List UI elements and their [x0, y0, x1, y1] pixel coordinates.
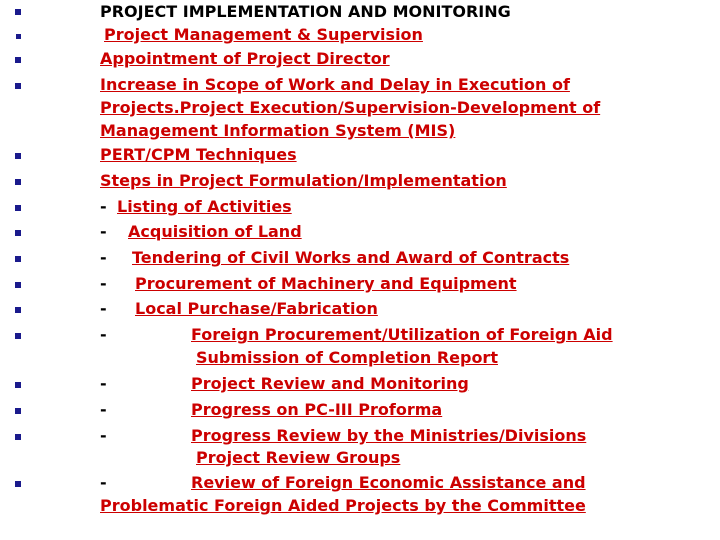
dash: -	[100, 248, 107, 267]
square-bullet-icon	[16, 34, 21, 39]
list-item-text	[100, 73, 600, 142]
list-item-text: Project Management & Supervision	[104, 25, 423, 44]
list-item-text: Local Purchase/Fabrication	[135, 299, 378, 318]
square-bullet-icon	[15, 256, 21, 262]
square-bullet-icon	[15, 408, 21, 414]
dash: -	[100, 426, 107, 445]
dash: -	[100, 274, 107, 293]
square-bullet-icon	[15, 230, 21, 236]
list-item-text: Progress Review by the Ministries/Divisions	[191, 426, 587, 445]
dash: -	[100, 325, 107, 344]
square-bullet-icon	[15, 333, 21, 339]
square-bullet-icon	[15, 153, 21, 159]
list-item-text: Steps in Project Formulation/Implementation	[100, 171, 507, 190]
list-item-text: Acquisition of Land	[128, 222, 302, 241]
list-item-text: Foreign Procurement/Utilization of Foreign Aid	[191, 325, 613, 344]
square-bullet-icon	[15, 9, 21, 15]
square-bullet-icon	[15, 205, 21, 211]
square-bullet-icon	[15, 481, 21, 487]
line: Projects.Project Execution/Supervision-Development of	[100, 98, 601, 117]
list-item-text: Tendering of Civil Works and Award of Contracts	[132, 248, 570, 267]
list-item-text: Problematic Foreign Aided Projects by the Committee	[100, 496, 586, 515]
square-bullet-icon	[15, 382, 21, 388]
square-bullet-icon	[15, 57, 21, 63]
list-item-text: PERT/CPM Techniques	[100, 145, 297, 164]
list-item-text: Project Review Groups	[196, 448, 401, 467]
dash: -	[100, 400, 107, 419]
dash: -	[100, 197, 107, 216]
list-item-text: Submission of Completion Report	[196, 348, 498, 367]
line: Management Information System (MIS)	[100, 121, 456, 140]
line: Increase in Scope of Work and Delay in Execution of	[100, 75, 570, 94]
list-title: PROJECT IMPLEMENTATION AND MONITORING	[100, 2, 511, 21]
list-item-text: Project Review and Monitoring	[191, 374, 469, 393]
dash: -	[100, 473, 107, 492]
list-item-text: Listing of Activities	[117, 197, 292, 216]
list-item-text: Review of Foreign Economic Assistance and	[191, 473, 586, 492]
square-bullet-icon	[15, 282, 21, 288]
square-bullet-icon	[15, 179, 21, 185]
dash: -	[100, 222, 107, 241]
list-item-text: Appointment of Project Director	[100, 49, 390, 68]
list-item-text: Progress on PC-III Proforma	[191, 400, 443, 419]
dash: -	[100, 299, 107, 318]
square-bullet-icon	[15, 434, 21, 440]
list-item-text: Procurement of Machinery and Equipment	[135, 274, 517, 293]
dash: -	[100, 374, 107, 393]
square-bullet-icon	[15, 307, 21, 313]
square-bullet-icon	[15, 83, 21, 89]
